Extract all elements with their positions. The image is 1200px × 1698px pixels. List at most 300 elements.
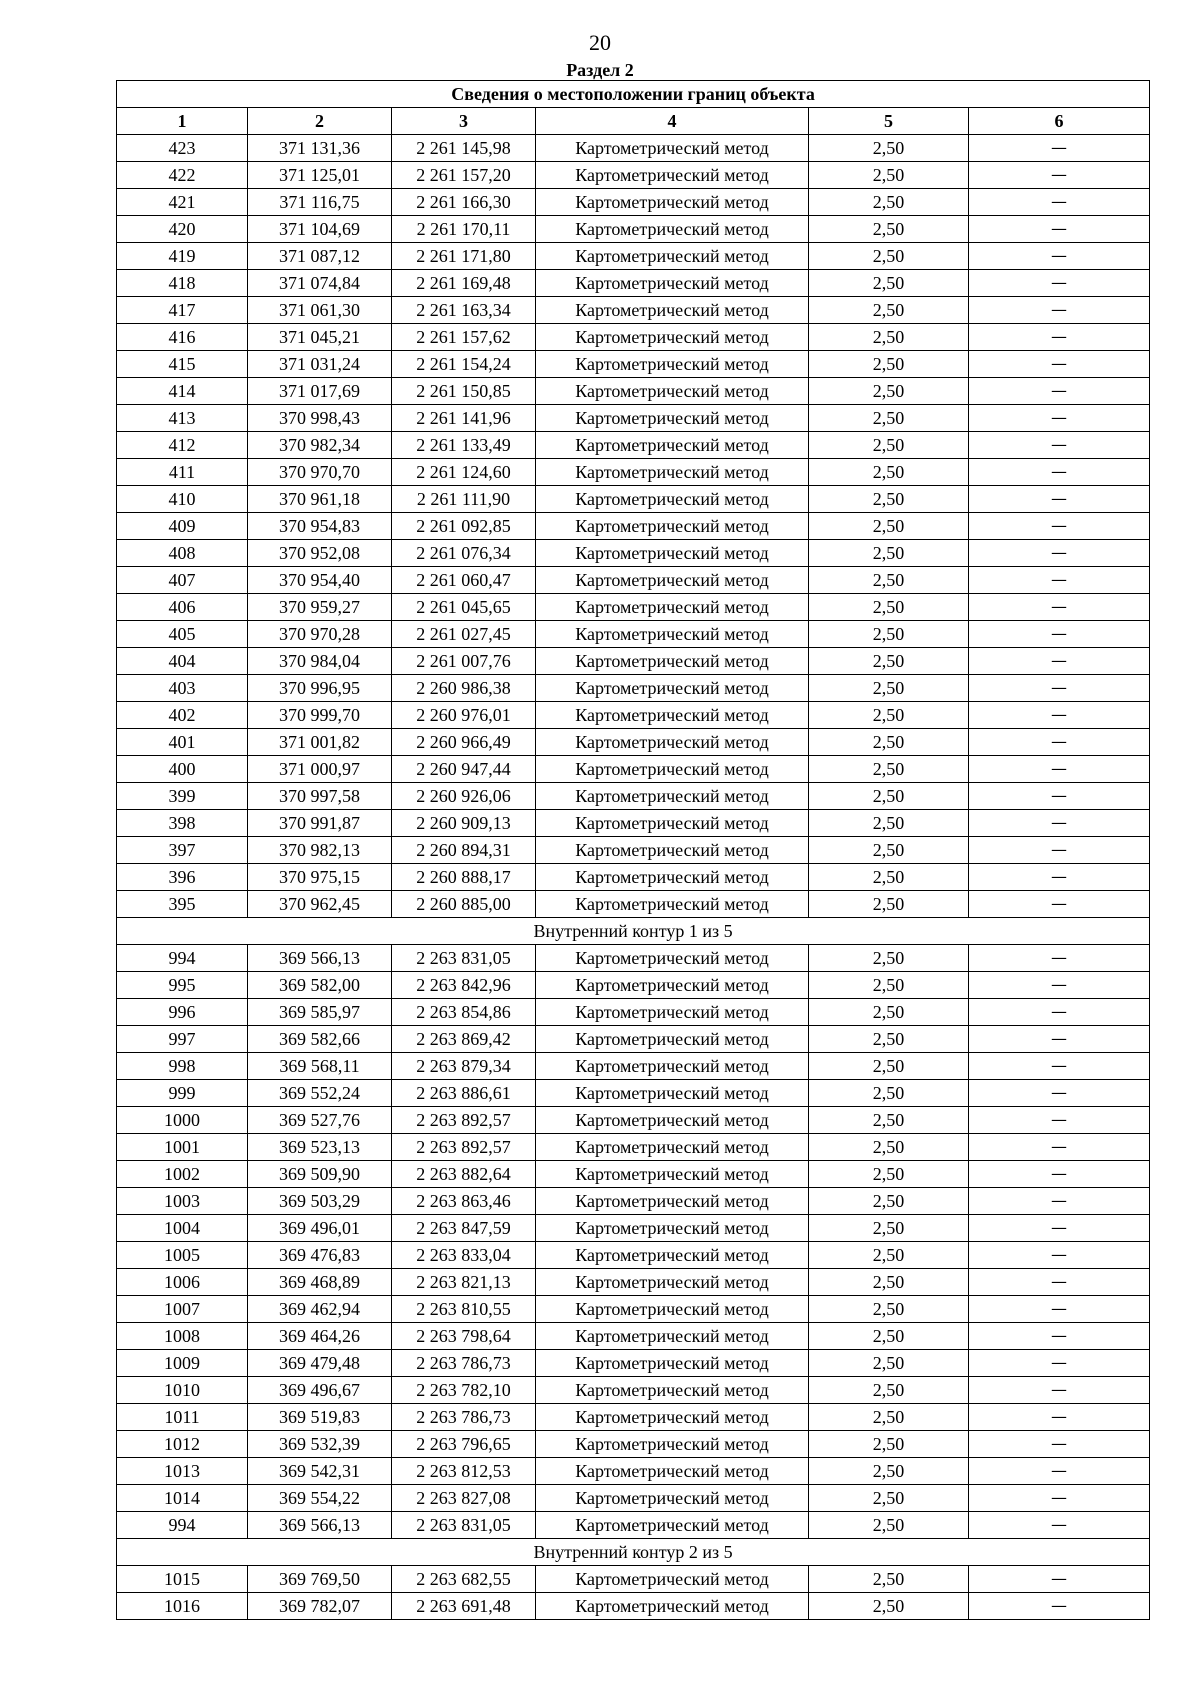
table-cell-col-3: 2 263 879,34 [392, 1053, 536, 1080]
table-cell-col-2: 370 954,40 [248, 567, 392, 594]
table-row [117, 162, 1150, 189]
table-cell-col-3: 2 261 154,24 [392, 351, 536, 378]
table-cell-col-5: 2,50 [809, 945, 969, 972]
section-title: Раздел 2 [566, 60, 634, 80]
table-cell-col-3: 2 263 892,57 [392, 1134, 536, 1161]
table-cell-col-6: — [969, 1566, 1150, 1593]
table-cell-col-5: 2,50 [809, 486, 969, 513]
table-cell-col-5: 2,50 [809, 729, 969, 756]
table-cell-col-3: 2 263 812,53 [392, 1458, 536, 1485]
table-row [117, 324, 1150, 351]
table-cell-col-1: 1002 [117, 1161, 248, 1188]
table-cell-col-4: Картометрический метод [536, 270, 809, 297]
table-cell-col-6: — [969, 1269, 1150, 1296]
table-cell-col-3: 2 260 926,06 [392, 783, 536, 810]
table-cell-col-4: Картометрический метод [536, 783, 809, 810]
table-row [117, 675, 1150, 702]
table-cell-col-4: Картометрический метод [536, 297, 809, 324]
table-cell-col-6: — [969, 729, 1150, 756]
table-cell-col-5: 2,50 [809, 1485, 969, 1512]
table-cell-col-5: 2,50 [809, 297, 969, 324]
table-cell-col-6: — [969, 270, 1150, 297]
table-cell-col-6: — [969, 675, 1150, 702]
table-cell-col-6: — [969, 162, 1150, 189]
table-cell-col-2: 369 782,07 [248, 1593, 392, 1620]
table-cell-col-6: — [969, 405, 1150, 432]
table-cell-col-4: Картометрический метод [536, 945, 809, 972]
table-caption: Сведения о местоположении границ объекта [117, 81, 1150, 108]
table-row [117, 243, 1150, 270]
table-row [117, 999, 1150, 1026]
table-row [117, 405, 1150, 432]
table-cell-col-4: Картометрический метод [536, 1323, 809, 1350]
table-cell-col-4: Картометрический метод [536, 1431, 809, 1458]
table-cell-col-1: 410 [117, 486, 248, 513]
table-cell-col-4: Картометрический метод [536, 864, 809, 891]
table-cell-col-6: — [969, 1107, 1150, 1134]
table-cell-col-5: 2,50 [809, 1566, 969, 1593]
table-cell-col-2: 370 982,34 [248, 432, 392, 459]
table-cell-col-4: Картометрический метод [536, 1377, 809, 1404]
table-cell-col-5: 2,50 [809, 162, 969, 189]
table-cell-col-2: 370 998,43 [248, 405, 392, 432]
table-row [117, 1485, 1150, 1512]
table-cell-col-1: 1009 [117, 1350, 248, 1377]
table-cell-col-5: 2,50 [809, 783, 969, 810]
table-cell-col-5: 2,50 [809, 1296, 969, 1323]
table-cell-col-6: — [969, 945, 1150, 972]
table-cell-col-4: Картометрический метод [536, 891, 809, 918]
table-cell-col-4: Картометрический метод [536, 540, 809, 567]
table-cell-col-3: 2 261 076,34 [392, 540, 536, 567]
table-cell-col-1: 995 [117, 972, 248, 999]
table-row [117, 1377, 1150, 1404]
table-cell-col-2: 371 001,82 [248, 729, 392, 756]
table-body [117, 135, 1150, 1620]
table-cell-col-4: Картометрический метод [536, 1215, 809, 1242]
table-cell-col-6: — [969, 513, 1150, 540]
table-cell-col-6: — [969, 1458, 1150, 1485]
table-row [117, 1512, 1150, 1539]
table-cell-col-6: — [969, 243, 1150, 270]
table-cell-col-2: 369 552,24 [248, 1080, 392, 1107]
table-row [117, 1593, 1150, 1620]
table-cell-col-1: 996 [117, 999, 248, 1026]
table-cell-col-1: 994 [117, 945, 248, 972]
table-cell-col-1: 1014 [117, 1485, 248, 1512]
table-cell-col-2: 369 464,26 [248, 1323, 392, 1350]
table-cell-col-4: Картометрический метод [536, 1566, 809, 1593]
table-row [117, 540, 1150, 567]
table-row [117, 1188, 1150, 1215]
table-cell-col-3: 2 261 157,62 [392, 324, 536, 351]
table-cell-col-1: 412 [117, 432, 248, 459]
table-row [117, 1026, 1150, 1053]
table-cell-col-3: 2 260 894,31 [392, 837, 536, 864]
table-cell-col-1: 1015 [117, 1566, 248, 1593]
table-cell-col-2: 371 087,12 [248, 243, 392, 270]
table-cell-col-2: 370 982,13 [248, 837, 392, 864]
table-cell-col-5: 2,50 [809, 351, 969, 378]
table-cell-col-5: 2,50 [809, 675, 969, 702]
table-cell-col-2: 370 959,27 [248, 594, 392, 621]
table-cell-col-3: 2 263 833,04 [392, 1242, 536, 1269]
table-cell-col-2: 370 984,04 [248, 648, 392, 675]
column-header-6: 6 [969, 108, 1150, 135]
table-cell-col-2: 369 542,31 [248, 1458, 392, 1485]
table-cell-col-5: 2,50 [809, 756, 969, 783]
table-cell-col-2: 369 585,97 [248, 999, 392, 1026]
table-cell-col-1: 401 [117, 729, 248, 756]
table-cell-col-3: 2 263 842,96 [392, 972, 536, 999]
table-cell-col-3: 2 261 092,85 [392, 513, 536, 540]
table-cell-col-3: 2 260 909,13 [392, 810, 536, 837]
contour-label: Внутренний контур 2 из 5 [117, 1539, 1150, 1566]
table-cell-col-6: — [969, 324, 1150, 351]
table-cell-col-1: 1016 [117, 1593, 248, 1620]
table-cell-col-5: 2,50 [809, 1026, 969, 1053]
table-cell-col-6: — [969, 540, 1150, 567]
table-cell-col-1: 1011 [117, 1404, 248, 1431]
contour-row [117, 918, 1150, 945]
table-cell-col-3: 2 263 831,05 [392, 945, 536, 972]
table-cell-col-6: — [969, 1215, 1150, 1242]
table-cell-col-4: Картометрический метод [536, 1512, 809, 1539]
table-cell-col-5: 2,50 [809, 1404, 969, 1431]
table-cell-col-5: 2,50 [809, 1107, 969, 1134]
table-cell-col-2: 371 104,69 [248, 216, 392, 243]
table-row [117, 297, 1150, 324]
table-row [117, 432, 1150, 459]
table-cell-col-3: 2 260 986,38 [392, 675, 536, 702]
table-cell-col-3: 2 260 947,44 [392, 756, 536, 783]
table-cell-col-6: — [969, 432, 1150, 459]
table-cell-col-6: — [969, 1350, 1150, 1377]
table-cell-col-5: 2,50 [809, 810, 969, 837]
table-cell-col-6: — [969, 135, 1150, 162]
table-row [117, 756, 1150, 783]
table-cell-col-2: 369 468,89 [248, 1269, 392, 1296]
table-cell-col-2: 370 961,18 [248, 486, 392, 513]
table-cell-col-3: 2 263 882,64 [392, 1161, 536, 1188]
table-cell-col-6: — [969, 864, 1150, 891]
table-cell-col-5: 2,50 [809, 540, 969, 567]
table-cell-col-2: 369 509,90 [248, 1161, 392, 1188]
table-cell-col-4: Картометрический метод [536, 972, 809, 999]
table-cell-col-2: 370 970,28 [248, 621, 392, 648]
table-row [117, 648, 1150, 675]
table-cell-col-4: Картометрический метод [536, 1458, 809, 1485]
table-cell-col-4: Картометрический метод [536, 1026, 809, 1053]
table-row [117, 1161, 1150, 1188]
table-row [117, 1323, 1150, 1350]
table-cell-col-2: 370 975,15 [248, 864, 392, 891]
table-cell-col-6: — [969, 783, 1150, 810]
table-cell-col-2: 369 568,11 [248, 1053, 392, 1080]
table-cell-col-1: 413 [117, 405, 248, 432]
table-cell-col-1: 1005 [117, 1242, 248, 1269]
table-row [117, 513, 1150, 540]
table-cell-col-1: 994 [117, 1512, 248, 1539]
table-cell-col-2: 370 954,83 [248, 513, 392, 540]
table-cell-col-4: Картометрический метод [536, 324, 809, 351]
table-cell-col-1: 419 [117, 243, 248, 270]
table-cell-col-1: 400 [117, 756, 248, 783]
table-cell-col-1: 1003 [117, 1188, 248, 1215]
table-cell-col-1: 1007 [117, 1296, 248, 1323]
table-cell-col-5: 2,50 [809, 405, 969, 432]
table-cell-col-1: 409 [117, 513, 248, 540]
table-cell-col-4: Картометрический метод [536, 459, 809, 486]
table-cell-col-5: 2,50 [809, 1350, 969, 1377]
table-cell-col-3: 2 260 888,17 [392, 864, 536, 891]
table-cell-col-5: 2,50 [809, 1134, 969, 1161]
table-row [117, 1080, 1150, 1107]
table-cell-col-3: 2 263 691,48 [392, 1593, 536, 1620]
table-cell-col-2: 369 554,22 [248, 1485, 392, 1512]
table-cell-col-3: 2 263 892,57 [392, 1107, 536, 1134]
table-cell-col-4: Картометрический метод [536, 1161, 809, 1188]
table-cell-col-6: — [969, 216, 1150, 243]
table-cell-col-1: 405 [117, 621, 248, 648]
table-cell-col-3: 2 261 157,20 [392, 162, 536, 189]
table-cell-col-2: 369 527,76 [248, 1107, 392, 1134]
table-cell-col-5: 2,50 [809, 513, 969, 540]
column-header-1: 1 [117, 108, 248, 135]
table-cell-col-2: 371 045,21 [248, 324, 392, 351]
table-cell-col-3: 2 263 886,61 [392, 1080, 536, 1107]
table-cell-col-3: 2 263 786,73 [392, 1350, 536, 1377]
table-cell-col-6: — [969, 648, 1150, 675]
table-cell-col-1: 406 [117, 594, 248, 621]
table-cell-col-1: 422 [117, 162, 248, 189]
table-cell-col-2: 371 116,75 [248, 189, 392, 216]
table-cell-col-5: 2,50 [809, 459, 969, 486]
table-cell-col-3: 2 261 060,47 [392, 567, 536, 594]
table-row [117, 1053, 1150, 1080]
table-row [117, 351, 1150, 378]
table-cell-col-4: Картометрический метод [536, 1593, 809, 1620]
table-row [117, 1134, 1150, 1161]
table-row [117, 135, 1150, 162]
table-cell-col-3: 2 261 111,90 [392, 486, 536, 513]
table-cell-col-4: Картометрический метод [536, 702, 809, 729]
table-cell-col-3: 2 263 798,64 [392, 1323, 536, 1350]
table-row [117, 1269, 1150, 1296]
table-row [117, 1458, 1150, 1485]
table-cell-col-2: 370 952,08 [248, 540, 392, 567]
boundary-table [116, 80, 1150, 1620]
table-cell-col-5: 2,50 [809, 189, 969, 216]
table-cell-col-4: Картометрический метод [536, 351, 809, 378]
table-cell-col-4: Картометрический метод [536, 837, 809, 864]
table-row [117, 378, 1150, 405]
table-cell-col-2: 369 503,29 [248, 1188, 392, 1215]
table-cell-col-3: 2 263 854,86 [392, 999, 536, 1026]
table-cell-col-6: — [969, 756, 1150, 783]
table-cell-col-3: 2 261 166,30 [392, 189, 536, 216]
table-cell-col-1: 402 [117, 702, 248, 729]
table-cell-col-2: 369 532,39 [248, 1431, 392, 1458]
table-cell-col-4: Картометрический метод [536, 1404, 809, 1431]
page-number: 20 [589, 30, 611, 55]
table-cell-col-4: Картометрический метод [536, 621, 809, 648]
table-cell-col-3: 2 263 821,13 [392, 1269, 536, 1296]
table-cell-col-1: 396 [117, 864, 248, 891]
table-cell-col-2: 371 074,84 [248, 270, 392, 297]
table-row [117, 1107, 1150, 1134]
table-cell-col-5: 2,50 [809, 1431, 969, 1458]
table-cell-col-1: 1012 [117, 1431, 248, 1458]
table-cell-col-2: 369 519,83 [248, 1404, 392, 1431]
table-cell-col-5: 2,50 [809, 567, 969, 594]
column-header-2: 2 [248, 108, 392, 135]
table-cell-col-2: 370 970,70 [248, 459, 392, 486]
table-cell-col-3: 2 263 682,55 [392, 1566, 536, 1593]
table-cell-col-1: 416 [117, 324, 248, 351]
table-cell-col-6: — [969, 351, 1150, 378]
table-row [117, 1566, 1150, 1593]
table-cell-col-1: 1008 [117, 1323, 248, 1350]
table-cell-col-1: 1013 [117, 1458, 248, 1485]
table-cell-col-3: 2 261 169,48 [392, 270, 536, 297]
table-cell-col-5: 2,50 [809, 1458, 969, 1485]
table-cell-col-2: 369 476,83 [248, 1242, 392, 1269]
table-row [117, 864, 1150, 891]
table-cell-col-5: 2,50 [809, 1269, 969, 1296]
table-cell-col-5: 2,50 [809, 1080, 969, 1107]
table-cell-col-3: 2 261 027,45 [392, 621, 536, 648]
table-cell-col-5: 2,50 [809, 1593, 969, 1620]
table-cell-col-1: 1001 [117, 1134, 248, 1161]
table-cell-col-2: 370 996,95 [248, 675, 392, 702]
table-row [117, 1215, 1150, 1242]
table-cell-col-4: Картометрический метод [536, 162, 809, 189]
table-cell-col-1: 417 [117, 297, 248, 324]
table-cell-col-5: 2,50 [809, 972, 969, 999]
table-cell-col-6: — [969, 1593, 1150, 1620]
table-cell-col-4: Картометрический метод [536, 594, 809, 621]
table-cell-col-1: 1006 [117, 1269, 248, 1296]
table-cell-col-1: 415 [117, 351, 248, 378]
table-cell-col-3: 2 263 782,10 [392, 1377, 536, 1404]
table-cell-col-4: Картометрический метод [536, 243, 809, 270]
table-cell-col-6: — [969, 621, 1150, 648]
table-row [117, 891, 1150, 918]
table-cell-col-1: 414 [117, 378, 248, 405]
table-cell-col-6: — [969, 1053, 1150, 1080]
table-cell-col-6: — [969, 594, 1150, 621]
table-cell-col-5: 2,50 [809, 216, 969, 243]
table-cell-col-1: 423 [117, 135, 248, 162]
table-cell-col-5: 2,50 [809, 702, 969, 729]
table-cell-col-6: — [969, 1377, 1150, 1404]
table-cell-col-3: 2 261 145,98 [392, 135, 536, 162]
table-row [117, 972, 1150, 999]
table-cell-col-4: Картометрический метод [536, 216, 809, 243]
table-cell-col-4: Картометрический метод [536, 1134, 809, 1161]
table-cell-col-4: Картометрический метод [536, 1269, 809, 1296]
table-cell-col-5: 2,50 [809, 594, 969, 621]
table-cell-col-3: 2 263 869,42 [392, 1026, 536, 1053]
table-cell-col-2: 369 582,66 [248, 1026, 392, 1053]
table-cell-col-5: 2,50 [809, 1215, 969, 1242]
table-cell-col-3: 2 263 863,46 [392, 1188, 536, 1215]
table-cell-col-2: 370 991,87 [248, 810, 392, 837]
table-cell-col-1: 998 [117, 1053, 248, 1080]
column-header-5: 5 [809, 108, 969, 135]
table-row [117, 702, 1150, 729]
table-cell-col-1: 1004 [117, 1215, 248, 1242]
table-cell-col-6: — [969, 999, 1150, 1026]
table-cell-col-6: — [969, 1134, 1150, 1161]
table-cell-col-6: — [969, 1296, 1150, 1323]
table-cell-col-6: — [969, 1485, 1150, 1512]
table-cell-col-5: 2,50 [809, 135, 969, 162]
table-cell-col-4: Картометрический метод [536, 1053, 809, 1080]
table-cell-col-5: 2,50 [809, 1512, 969, 1539]
table-cell-col-1: 999 [117, 1080, 248, 1107]
table-cell-col-3: 2 261 171,80 [392, 243, 536, 270]
table-cell-col-2: 369 566,13 [248, 1512, 392, 1539]
table-cell-col-1: 421 [117, 189, 248, 216]
table-cell-col-2: 369 496,67 [248, 1377, 392, 1404]
table-cell-col-6: — [969, 810, 1150, 837]
table-cell-col-4: Картометрический метод [536, 1485, 809, 1512]
table-cell-col-2: 370 962,45 [248, 891, 392, 918]
table-cell-col-4: Картометрический метод [536, 405, 809, 432]
table-cell-col-6: — [969, 702, 1150, 729]
table-cell-col-1: 997 [117, 1026, 248, 1053]
table-cell-col-2: 371 000,97 [248, 756, 392, 783]
table-cell-col-6: — [969, 1242, 1150, 1269]
table-cell-col-1: 411 [117, 459, 248, 486]
table-cell-col-1: 418 [117, 270, 248, 297]
table-cell-col-1: 397 [117, 837, 248, 864]
table-cell-col-4: Картометрический метод [536, 1107, 809, 1134]
table-cell-col-2: 369 566,13 [248, 945, 392, 972]
table-cell-col-5: 2,50 [809, 378, 969, 405]
table-cell-col-2: 369 462,94 [248, 1296, 392, 1323]
table-cell-col-5: 2,50 [809, 243, 969, 270]
table-cell-col-3: 2 261 150,85 [392, 378, 536, 405]
table-cell-col-3: 2 261 007,76 [392, 648, 536, 675]
table-cell-col-5: 2,50 [809, 999, 969, 1026]
table-cell-col-3: 2 260 976,01 [392, 702, 536, 729]
table-cell-col-5: 2,50 [809, 432, 969, 459]
table-cell-col-5: 2,50 [809, 648, 969, 675]
table-row [117, 1350, 1150, 1377]
table-row [117, 621, 1150, 648]
table-cell-col-4: Картометрический метод [536, 1080, 809, 1107]
table-cell-col-6: — [969, 1512, 1150, 1539]
table-cell-col-1: 407 [117, 567, 248, 594]
column-header-3: 3 [392, 108, 536, 135]
table-cell-col-6: — [969, 459, 1150, 486]
table-cell-col-2: 369 582,00 [248, 972, 392, 999]
table-cell-col-1: 398 [117, 810, 248, 837]
table-cell-col-4: Картометрический метод [536, 810, 809, 837]
table-row [117, 459, 1150, 486]
column-header-4: 4 [536, 108, 809, 135]
table-cell-col-6: — [969, 1161, 1150, 1188]
table-cell-col-6: — [969, 1404, 1150, 1431]
table-cell-col-4: Картометрический метод [536, 1350, 809, 1377]
table-cell-col-4: Картометрический метод [536, 999, 809, 1026]
table-cell-col-6: — [969, 1080, 1150, 1107]
table-cell-col-4: Картометрический метод [536, 729, 809, 756]
table-cell-col-5: 2,50 [809, 324, 969, 351]
